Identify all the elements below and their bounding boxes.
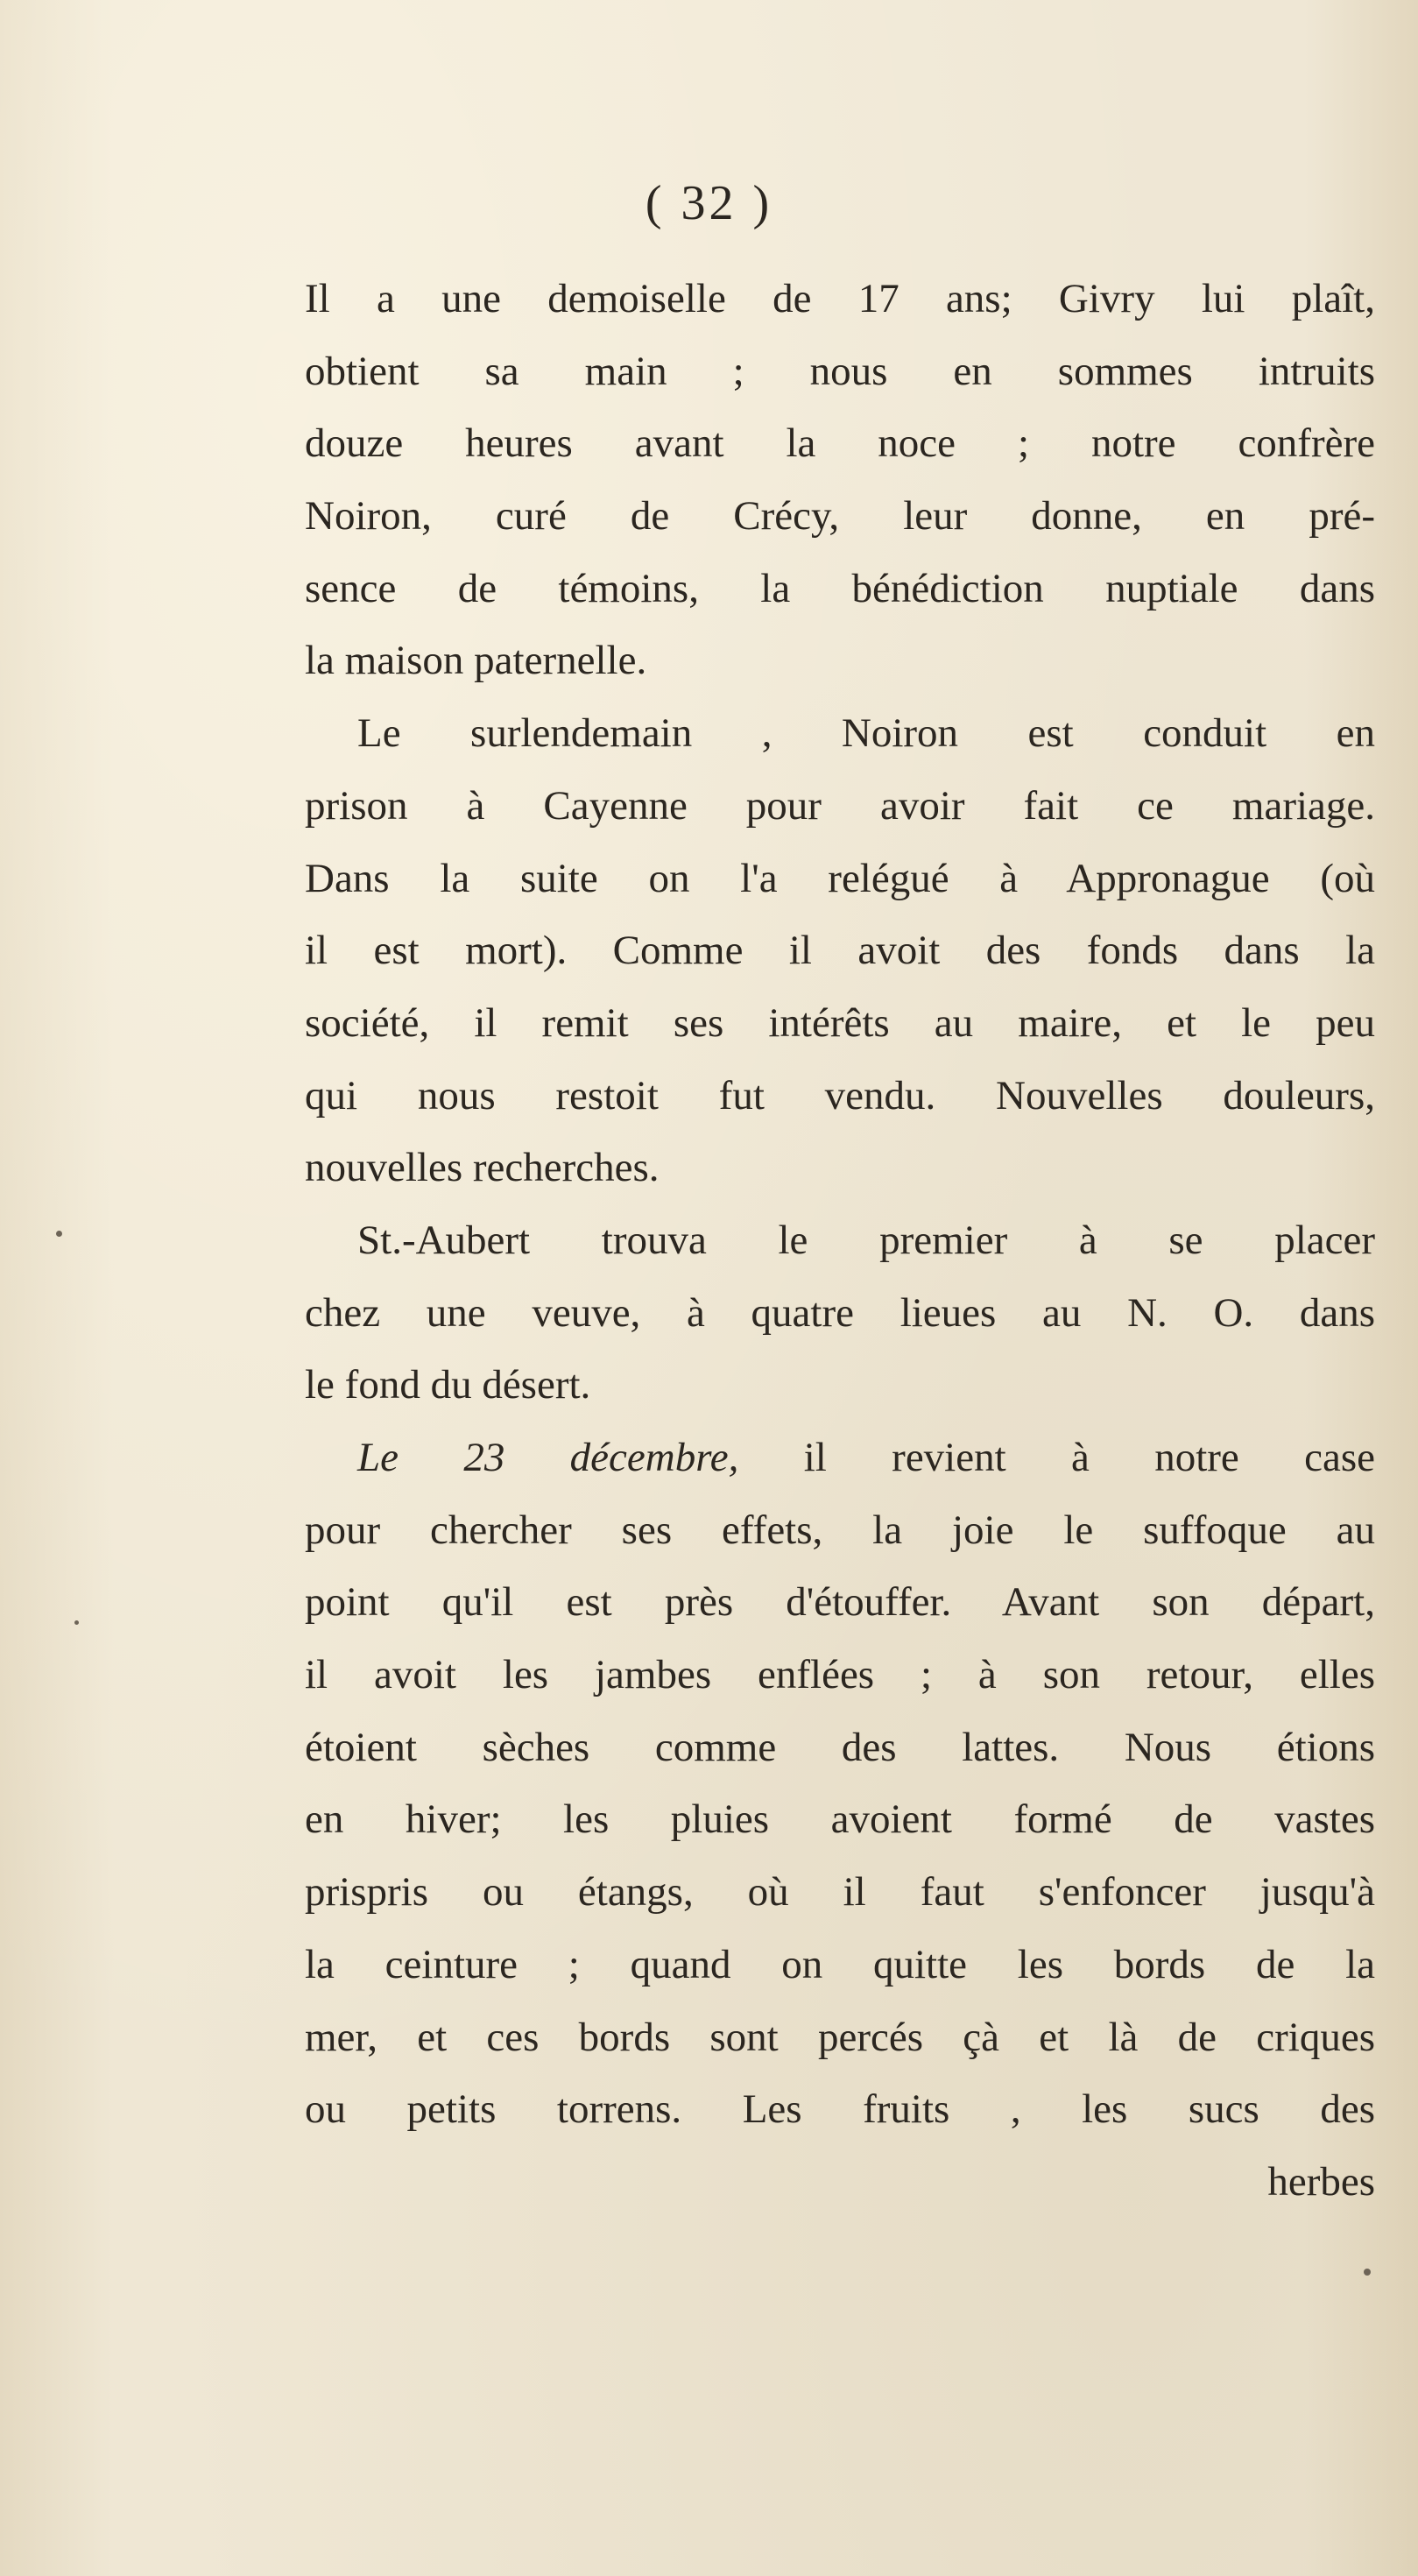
text-line: Le surlendemain , Noiron est conduit en bbox=[357, 710, 1375, 757]
text-line: Il a une demoiselle de 17 ans; Givry lui plaît, bbox=[305, 276, 1375, 321]
text-line: étoient sèches comme des lattes. Nous étions bbox=[305, 1724, 1375, 1770]
text-line: nouvelles recherches. bbox=[305, 1145, 660, 1191]
paper-speck bbox=[74, 1620, 79, 1625]
text-line bbox=[305, 1422, 1375, 1494]
text-line: prispris ou étangs, où il faut s'enfoncer jusqu'à bbox=[305, 1869, 1375, 1916]
text-line: Dans la suite on l'a relégué à Appronague (où bbox=[305, 855, 1375, 901]
text-line: St.-Aubert trouva le premier à se placer bbox=[357, 1217, 1375, 1263]
text-line: le fond du désert. bbox=[305, 1362, 591, 1408]
text-line: en hiver; les pluies avoient formé de vastes bbox=[305, 1796, 1375, 1843]
paper-speck bbox=[1364, 2269, 1371, 2276]
text-line: la ceinture ; quand on quitte les bords de la bbox=[305, 1941, 1375, 1987]
text-line: Noiron, curé de Crécy, leur donne, en pré- bbox=[305, 493, 1375, 540]
text-line: obtient sa main ; nous en sommes intruits bbox=[305, 348, 1375, 394]
text-line: mer, et ces bords sont percés çà et là de criques bbox=[305, 2014, 1375, 2060]
text-line: société, il remit ses intérêts au maire, et le peu bbox=[305, 999, 1375, 1046]
catchword: herbes bbox=[1267, 2158, 1375, 2205]
text-line: la maison paternelle. bbox=[305, 638, 647, 684]
text-line: prison à Cayenne pour avoir fait ce mariage. bbox=[305, 782, 1375, 829]
text-line: point qu'il est près d'étouffer. Avant son départ, bbox=[305, 1579, 1375, 1626]
body-text bbox=[305, 263, 1375, 2219]
text-line: sence de témoins, la bénédiction nuptiale dans bbox=[305, 565, 1375, 611]
text-line: chez une veuve, à quatre lieues au N. O. dans bbox=[305, 1289, 1375, 1336]
text-line: qui nous restoit fut vendu. Nouvelles douleurs, bbox=[305, 1072, 1375, 1119]
text-line: il avoit les jambes enflées ; à son retour, elles bbox=[305, 1652, 1375, 1698]
page-number: ( 32 ) bbox=[645, 176, 773, 230]
text-line: ou petits torrens. Les fruits , les sucs des bbox=[305, 2086, 1375, 2133]
date-italic: Le 23 décembre, bbox=[357, 1435, 739, 1480]
text-line: il est mort). Comme il avoit des fonds dans la bbox=[305, 928, 1375, 974]
paper-speck bbox=[56, 1231, 62, 1237]
text-line: pour chercher ses effets, la joie le suffoque au bbox=[305, 1507, 1375, 1553]
text-line: douze heures avant la noce ; notre confrère bbox=[305, 420, 1375, 467]
line-rest: il revient à notre case bbox=[738, 1435, 1375, 1480]
